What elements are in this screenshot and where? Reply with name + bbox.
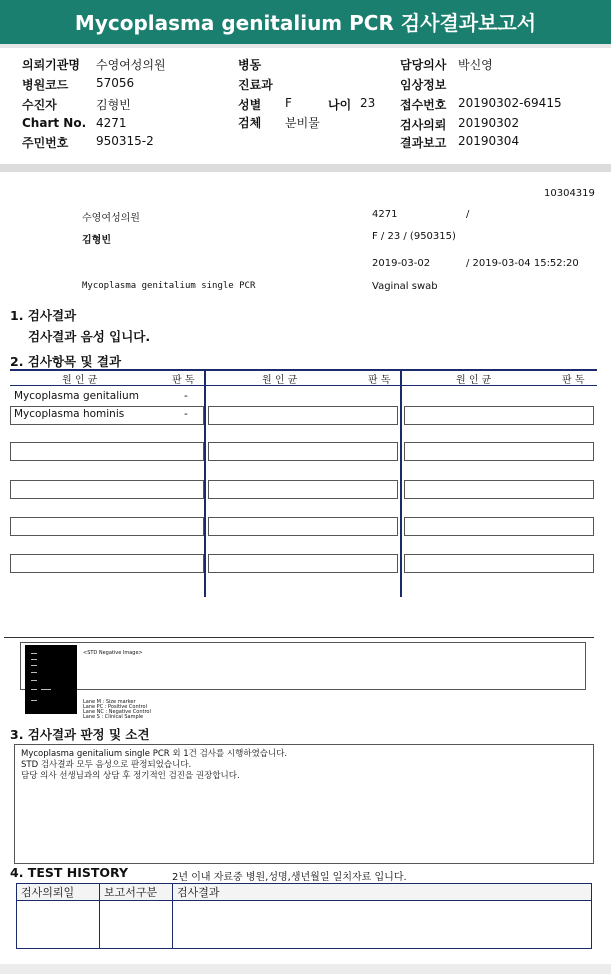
section2-title: 2. 검사항목 및 결과 bbox=[10, 354, 122, 369]
gel-legend-2: Lane PC : Positive Control bbox=[83, 704, 147, 710]
result-box bbox=[404, 406, 594, 425]
doctor-value: 박신영 bbox=[458, 58, 493, 72]
age-value: 23 bbox=[360, 96, 376, 110]
request-label: 검사의뢰 bbox=[400, 118, 447, 132]
result-box bbox=[10, 442, 204, 461]
patient-info-panel bbox=[0, 48, 611, 164]
gel-band bbox=[31, 659, 37, 660]
organism-result: - bbox=[184, 390, 188, 402]
organism-name: Mycoplasma genitalium bbox=[14, 390, 139, 402]
gel-legend-1: Lane M : Size marker bbox=[83, 699, 136, 705]
gel-band bbox=[31, 680, 37, 681]
section1-title: 1. 검사결과 bbox=[10, 308, 77, 323]
doctor-label: 담당의사 bbox=[400, 58, 447, 72]
sex-label: 성별 bbox=[238, 98, 262, 112]
result-box bbox=[404, 517, 594, 536]
gel-image bbox=[25, 645, 77, 714]
ssn-label: 주민번호 bbox=[22, 136, 69, 150]
organism-result: - bbox=[184, 408, 188, 420]
col-judgment-2: 판 독 bbox=[368, 375, 391, 386]
dept-label: 진료과 bbox=[238, 78, 273, 92]
section3-title: 3. 검사결과 판정 및 소견 bbox=[10, 727, 150, 742]
result-box bbox=[404, 554, 594, 573]
divider-line bbox=[4, 637, 594, 638]
paper-specimen: Vaginal swab bbox=[372, 281, 438, 292]
patient-value: 김형빈 bbox=[96, 98, 131, 112]
gel-title: <STD Negative Image> bbox=[83, 650, 143, 656]
result-box bbox=[10, 480, 204, 499]
opinion-line-2: STD 검사결과 모두 음성으로 판정되었습니다. bbox=[21, 760, 192, 770]
history-col-report-type: 보고서구분 bbox=[100, 884, 173, 901]
table-top-rule bbox=[10, 369, 597, 371]
receipt-value: 20190302-69415 bbox=[458, 96, 562, 110]
specimen-label: 검체 bbox=[238, 116, 262, 130]
opinion-line-3: 담당 의사 선생님과의 상담 후 정기적인 검진을 권장합니다. bbox=[21, 771, 240, 781]
organism-name: Mycoplasma hominis bbox=[14, 408, 125, 420]
col-organism-2: 원 인 균 bbox=[262, 375, 298, 386]
paper-report-date: / 2019-03-04 15:52:20 bbox=[466, 258, 579, 269]
gel-band bbox=[31, 672, 37, 673]
col-organism-1: 원 인 균 bbox=[62, 375, 98, 386]
paper-institution: 수영여성의원 bbox=[82, 213, 140, 224]
col-judgment-1: 판 독 bbox=[172, 375, 195, 386]
result-box bbox=[208, 517, 398, 536]
specimen-value: 분비물 bbox=[285, 116, 320, 130]
patient-label: 수진자 bbox=[22, 98, 57, 112]
section4-note: 2년 이내 자료중 병원,성명,생년월일 일치자료 입니다. bbox=[172, 872, 407, 883]
history-cell bbox=[100, 901, 173, 949]
paper-patient: 김형빈 bbox=[82, 235, 111, 246]
ward-label: 병동 bbox=[238, 58, 262, 72]
opinion-text bbox=[21, 749, 287, 782]
opinion-line-1: Mycoplasma genitalium single PCR 외 1건 검사를 시행하였습니다. bbox=[21, 749, 288, 759]
report-code: 10304319 bbox=[544, 188, 595, 199]
col-judgment-3: 판 독 bbox=[562, 375, 585, 386]
gel-band bbox=[31, 689, 37, 690]
paper-chart-no: 4271 bbox=[372, 209, 398, 220]
gel-band bbox=[31, 665, 37, 666]
result-box bbox=[208, 442, 398, 461]
gel-band bbox=[31, 653, 37, 654]
age-label: 나이 bbox=[328, 98, 352, 112]
paper-request-date: 2019-03-02 bbox=[372, 258, 431, 269]
report-label: 결과보고 bbox=[400, 136, 447, 150]
result-box bbox=[10, 517, 204, 536]
result-box bbox=[10, 554, 204, 573]
chart-value: 4271 bbox=[96, 116, 127, 130]
institution-value: 수영여성의원 bbox=[96, 58, 166, 72]
opinion-box bbox=[14, 744, 594, 864]
paper-test-name: Mycoplasma genitalium single PCR bbox=[82, 281, 256, 291]
table-header-rule bbox=[10, 385, 597, 386]
section4-title: 4. TEST HISTORY bbox=[10, 865, 129, 880]
table-divider-2 bbox=[400, 369, 402, 597]
history-cell bbox=[173, 901, 592, 949]
section1-result: 검사결과 음성 입니다. bbox=[28, 329, 151, 344]
receipt-label: 접수번호 bbox=[400, 98, 447, 112]
sex-value: F bbox=[285, 96, 292, 110]
report-paper bbox=[0, 172, 611, 964]
history-col-result: 검사결과 bbox=[173, 884, 592, 901]
paper-slash: / bbox=[466, 209, 470, 220]
chart-label: Chart No. bbox=[22, 116, 87, 130]
paper-sex-age: F / 23 / (950315) bbox=[372, 231, 456, 242]
table-divider-1 bbox=[204, 369, 206, 597]
gel-legend-4: Lane S : Clinical Sample bbox=[83, 714, 144, 720]
institution-label: 의뢰기관명 bbox=[22, 58, 80, 72]
hospital-code-value: 57056 bbox=[96, 76, 135, 90]
history-col-request-date: 검사의뢰일 bbox=[17, 884, 100, 901]
result-box bbox=[404, 442, 594, 461]
separator-band bbox=[0, 164, 611, 172]
result-box bbox=[208, 480, 398, 499]
result-box bbox=[404, 480, 594, 499]
gel-image-panel bbox=[20, 642, 586, 720]
report-title: Mycoplasma genitalium PCR 검사결과보고서 bbox=[0, 0, 611, 48]
col-organism-3: 원 인 균 bbox=[456, 375, 492, 386]
report-value: 20190304 bbox=[458, 134, 520, 148]
gel-band bbox=[41, 689, 51, 690]
ssn-value: 950315-2 bbox=[96, 134, 154, 148]
result-box bbox=[208, 406, 398, 425]
result-box bbox=[208, 554, 398, 573]
gel-legend-3: Lane NC : Negative Control bbox=[83, 709, 151, 715]
hospital-code-label: 병원코드 bbox=[22, 78, 69, 92]
clinical-label: 임상정보 bbox=[400, 78, 447, 92]
history-cell bbox=[17, 901, 100, 949]
request-value: 20190302 bbox=[458, 116, 520, 130]
history-table bbox=[16, 883, 592, 949]
gel-band bbox=[31, 700, 37, 701]
